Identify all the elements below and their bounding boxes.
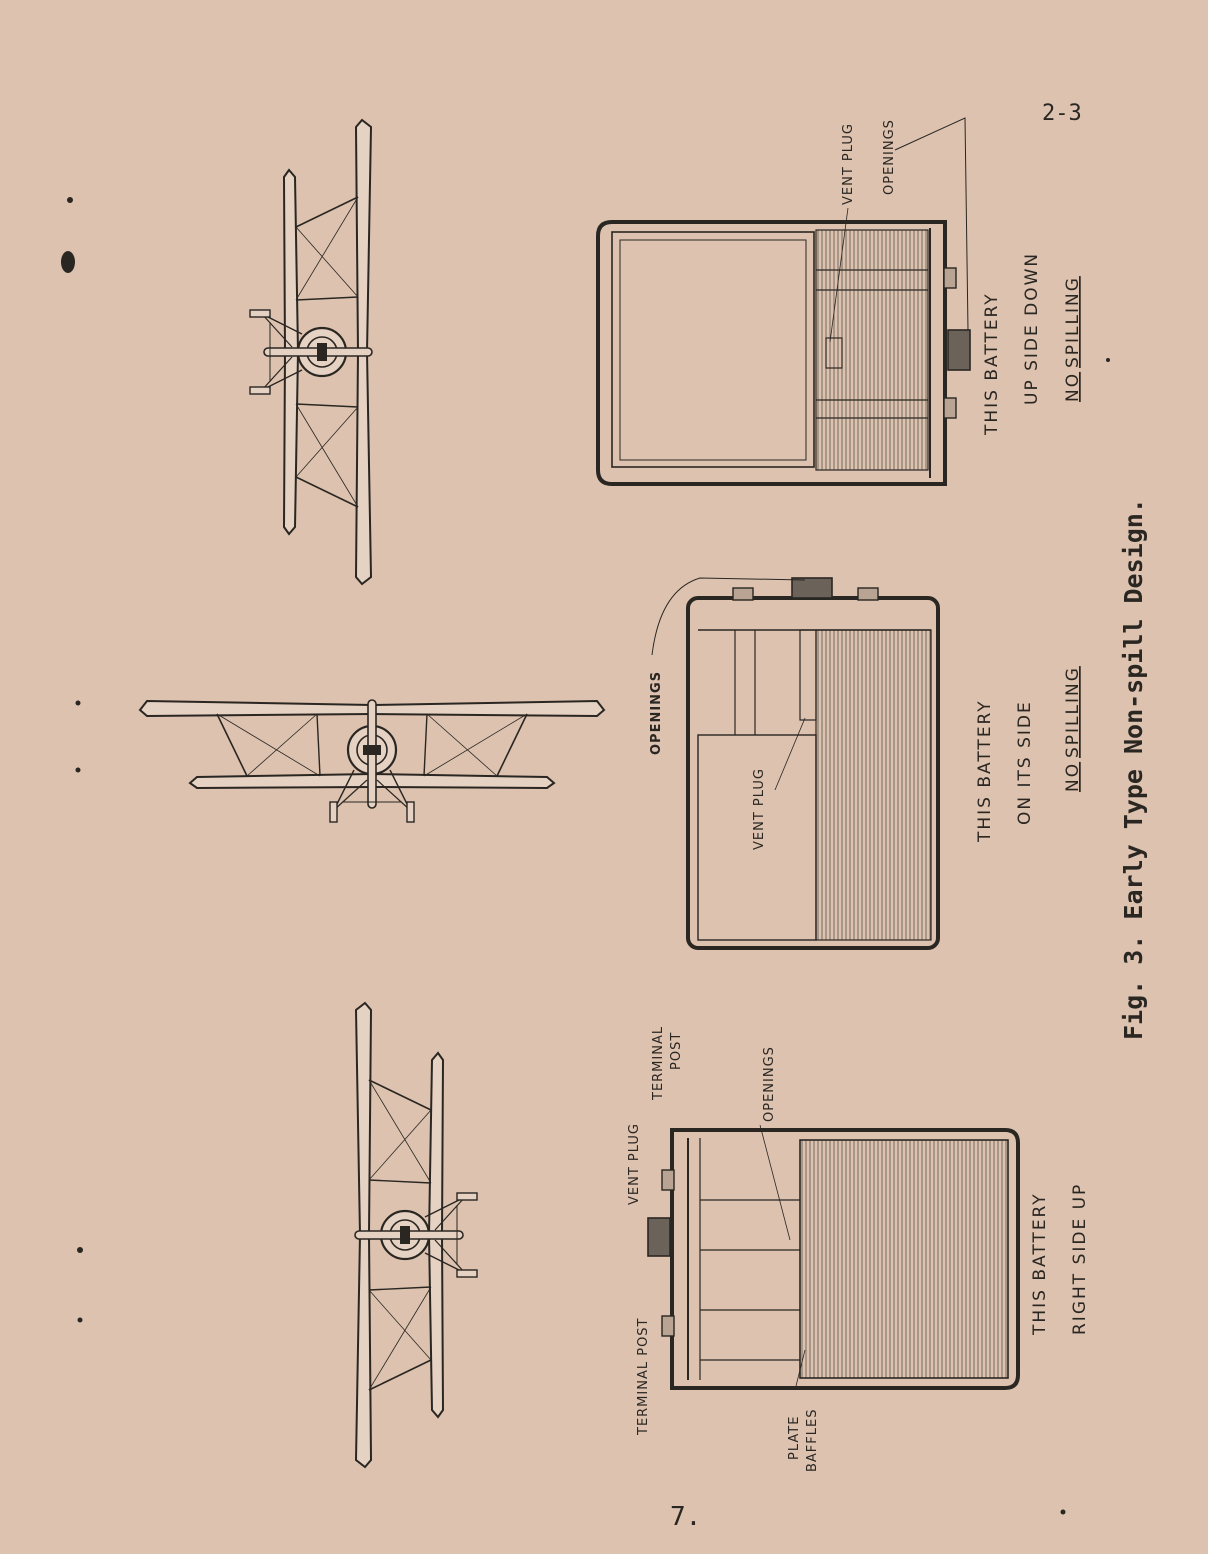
scan-mark bbox=[76, 768, 81, 773]
caption-inverted-line2: UP SIDE DOWN bbox=[1022, 251, 1042, 405]
caption-inverted-line1: THIS BATTERY bbox=[982, 292, 1002, 435]
label-plate-baffles-1: PLATE bbox=[787, 1415, 802, 1460]
caption-side-spilling: SPILLING bbox=[1063, 666, 1083, 758]
label-vent-plug: VENT PLUG bbox=[841, 123, 856, 205]
page-number-bottom: 7. bbox=[670, 1502, 702, 1532]
label-openings: OPENINGS bbox=[762, 1046, 777, 1122]
label-vent-plug: VENT PLUG bbox=[627, 1123, 642, 1205]
caption-side-line1: THIS BATTERY bbox=[975, 699, 995, 842]
label-plate-baffles-2: BAFFLES bbox=[805, 1408, 820, 1472]
label-terminal-post-right-2: POST bbox=[669, 1031, 684, 1070]
battery-upright-diagram bbox=[627, 1026, 1018, 1472]
caption-side-no: NO bbox=[1063, 761, 1083, 792]
scan-mark bbox=[77, 1247, 83, 1253]
biplane-on-side-icon bbox=[140, 700, 604, 822]
caption-side-line2: ON ITS SIDE bbox=[1015, 700, 1035, 825]
page-number-top: 2-3 bbox=[1042, 101, 1082, 126]
scan-mark bbox=[1106, 358, 1110, 362]
scan-mark bbox=[1061, 1510, 1066, 1515]
scan-mark bbox=[67, 197, 73, 203]
label-vent-plug: VENT PLUG bbox=[752, 768, 767, 850]
figure-caption: Fig. 3. Early Type Non-spill Design. bbox=[1119, 498, 1148, 1040]
scan-mark bbox=[78, 1318, 83, 1323]
scan-mark bbox=[76, 701, 81, 706]
caption-inverted-no: NO bbox=[1063, 371, 1083, 402]
battery-inverted-diagram bbox=[598, 118, 970, 484]
label-terminal-post-left: TERMINAL POST bbox=[636, 1317, 651, 1435]
biplane-inverted-icon bbox=[250, 120, 372, 584]
label-openings: OPENINGS bbox=[649, 670, 664, 755]
label-openings: OPENINGS bbox=[882, 119, 897, 195]
biplane-upright-icon bbox=[355, 1003, 477, 1467]
caption-inverted-spilling: SPILLING bbox=[1063, 276, 1083, 368]
caption-upright-line1: THIS BATTERY bbox=[1030, 1192, 1050, 1335]
label-terminal-post-right-1: TERMINAL bbox=[651, 1025, 666, 1100]
caption-upright-line2: RIGHT SIDE UP bbox=[1070, 1182, 1090, 1335]
battery-on-side-diagram bbox=[649, 578, 938, 948]
punch-hole-mark bbox=[61, 251, 75, 273]
